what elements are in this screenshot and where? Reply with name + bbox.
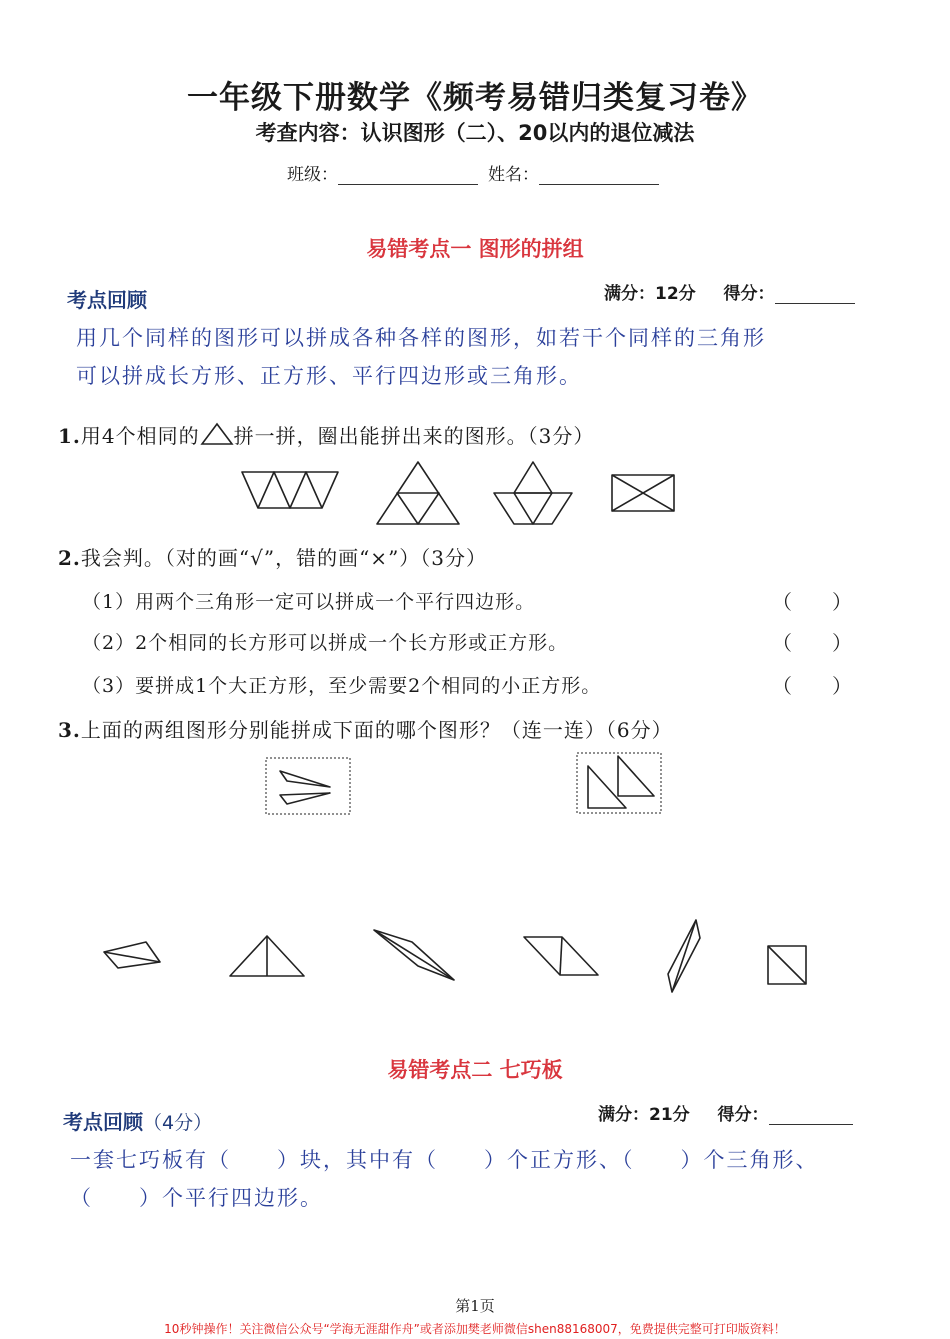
question-2: [58, 542, 487, 571]
question-1-text-a: 用4个相同的: [80, 424, 200, 448]
page-number: 第1页: [455, 1297, 495, 1315]
q3-option-wide-parallelogram[interactable]: [522, 935, 600, 977]
section2-review-heading: [63, 1106, 212, 1135]
q2-answer-2[interactable]: （ ）: [772, 631, 852, 655]
section1-score-blank[interactable]: [775, 285, 855, 304]
section2-score-label: 得分：: [717, 1105, 769, 1125]
question-3: [58, 714, 673, 743]
question-2-number: 2.: [58, 546, 81, 570]
section1-score-label: 得分：: [723, 284, 775, 304]
small-triangle-icon: [200, 422, 234, 446]
name-field[interactable]: [488, 160, 659, 185]
q2-item-3: （3）要拼成1个大正方形，至少需要2个相同的小正方形。: [82, 675, 602, 697]
name-blank[interactable]: [539, 166, 659, 185]
section2-review-points: （4分）: [143, 1112, 213, 1134]
section2-line-1: 一套七巧板有（ ）块，其中有（ ）个正方形、（ ）个三角形、: [70, 1148, 819, 1172]
q1-figure-stacked-triangles[interactable]: [492, 460, 574, 526]
question-3-text: 上面的两组图形分别能拼成下面的哪个图形？（连一连）（6分）: [80, 718, 673, 742]
section2-score-blank[interactable]: [769, 1106, 853, 1125]
q3-group-a[interactable]: [265, 757, 351, 815]
question-3-number: 3.: [58, 718, 81, 742]
q3-option-thin-parallelogram[interactable]: [102, 940, 162, 970]
section2-line-2: （ ）个平行四边形。: [70, 1186, 323, 1210]
section1-review-line-2: 可以拼成长方形、正方形、平行四边形或三角形。: [76, 364, 582, 388]
q3-option-tall-parallelogram[interactable]: [666, 918, 702, 994]
q2-answer-3[interactable]: （ ）: [772, 674, 852, 698]
name-label: 姓名：: [488, 165, 539, 185]
q2-item-1: （1）用两个三角形一定可以拼成一个平行四边形。: [82, 591, 536, 613]
section1-review-line-1: 用几个同样的图形可以拼成各种各样的图形，如若干个同样的三角形: [76, 326, 766, 350]
q3-option-split-triangle[interactable]: [228, 934, 306, 978]
section2-score-line: [598, 1100, 853, 1125]
class-label: 班级：: [287, 165, 338, 185]
q1-figure-rectangle[interactable]: [610, 473, 676, 513]
q2-item-2: （2）2个相同的长方形可以拼成一个长方形或正方形。: [82, 632, 569, 654]
question-1: [58, 420, 594, 449]
section1-score-line: [604, 279, 855, 304]
footer-notice: 10秒钟操作！关注微信公众号“学海无涯甜作舟”或者添加樊老师微信shen88168007，免费提供完整可打印版资料！: [164, 1322, 786, 1336]
q3-group-b[interactable]: [576, 752, 662, 814]
q2-answer-1[interactable]: （ ）: [772, 590, 852, 614]
q3-option-long-parallelogram[interactable]: [372, 928, 458, 984]
question-1-number: 1.: [58, 424, 81, 448]
question-1-text-b: 拼一拼，圈出能拼出来的图形。（3分）: [233, 424, 595, 448]
class-field[interactable]: [287, 160, 478, 185]
section2-title: 易错考点二 七巧板: [387, 1058, 563, 1082]
section1-full-score: 满分：12分: [604, 284, 696, 304]
section1-title: 易错考点一 图形的拼组: [366, 237, 584, 261]
q1-figure-trapezoid[interactable]: [240, 470, 340, 512]
class-blank[interactable]: [338, 166, 478, 185]
section2-full-score: 满分：21分: [598, 1105, 690, 1125]
question-2-text: 我会判。（对的画“√”，错的画“×”）（3分）: [80, 546, 488, 570]
q1-figure-large-triangle[interactable]: [375, 460, 461, 526]
page-subtitle: 考查内容：认识图形（二）、20以内的退位减法: [255, 121, 695, 145]
q3-option-square[interactable]: [766, 944, 808, 986]
section2-review-label: 考点回顾: [63, 1110, 143, 1134]
section1-review-heading: 考点回顾: [67, 288, 147, 312]
page-title: 一年级下册数学《频考易错归类复习卷》: [187, 80, 763, 116]
